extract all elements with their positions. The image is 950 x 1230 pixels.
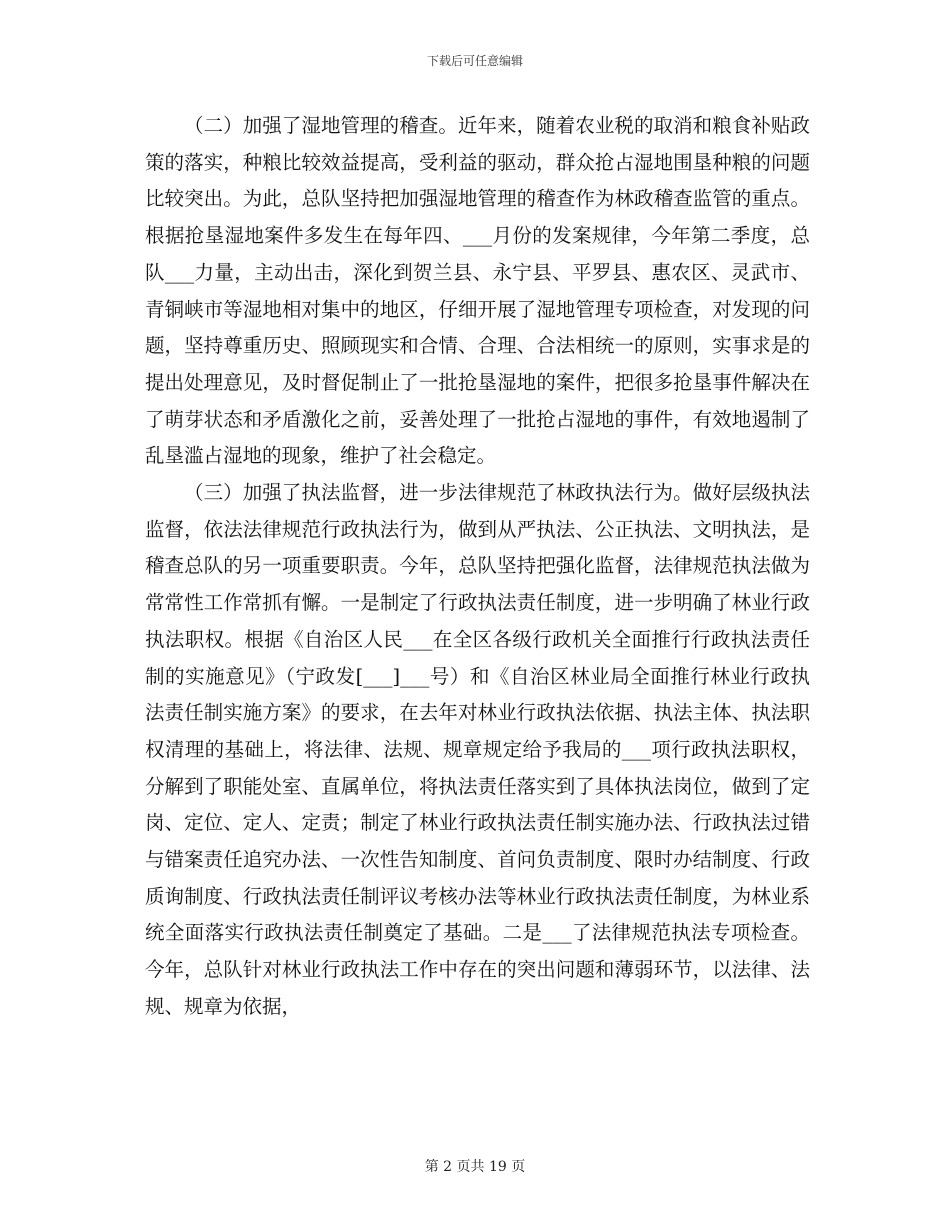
document-body bbox=[145, 108, 810, 1026]
page-header: 下载后可任意编辑 bbox=[426, 54, 523, 68]
paragraph-wetland-inspection: （二）加强了湿地管理的稽查。近年来，随着农业税的取消和粮食补贴政策的落实，种粮比较效益提高，受利益的驱动，群众抢占湿地围垦种粮的问题比较突出。为此，总队坚持把加强湿地管理的稽查作为林政稽查监管的重点。根据抢垦湿地案件多发生在每年四、___月份的发案规律，今年第二季度，总队___力量，主动出击，深化到贺兰县、永宁县、平罗县、惠农区、灵武市、青铜峡市等湿地相对集中的地区，仔细开展了湿地管理专项检查，对发现的问题，坚持尊重历史、照顾现实和合情、合理、合法相统一的原则，实事求是的提出处理意见，及时督促制止了一批抢垦湿地的案件，把很多抢垦事件解决在了萌芽状态和矛盾激化之前，妥善处理了一批抢占湿地的事件，有效地遏制了乱垦滥占湿地的现象，维护了社会稳定。 bbox=[145, 114, 810, 468]
paragraph-law-enforcement-supervision: （三）加强了执法监督，进一步法律规范了林政执法行为。做好层级执法监督，依法法律规范行政执法行为，做到从严执法、公正执法、文明执法，是稽查总队的另一项重要职责。今年，总队坚持把强化监督，法律规范执法做为常常性工作常抓有懈。一是制定了行政执法责任制度，进一步明确了林业行政执法职权。根据《自治区人民___在全区各级行政机关全面推行行政执法责任制的实施意见》（宁政发[___]___号）和《自治区林业局全面推行林业行政执法责任制实施方案》的要求，在去年对林业行政执法依据、执法主体、执法职权清理的基础上，将法律、法规、规章规定给予我局的___项行政执法职权，分解到了职能处室、直属单位，将执法责任落实到了具体执法岗位，做到了定岗、定位、定人、定责；制定了林业行政执法责任制实施办法、行政执法过错与错案责任追究办法、一次性告知制度、首问负责制度、限时办结制度、行政质询制度、行政执法责任制评议考核办法等林业行政执法责任制度，为林业系统全面落实行政执法责任制奠定了基础。二是___了法律规范执法专项检查。今年，总队针对林业行政执法工作中存在的突出问题和薄弱环节，以法律、法规、规章为依据， bbox=[145, 481, 810, 1018]
page-number: 第 2 页共 19 页 bbox=[424, 1159, 526, 1175]
